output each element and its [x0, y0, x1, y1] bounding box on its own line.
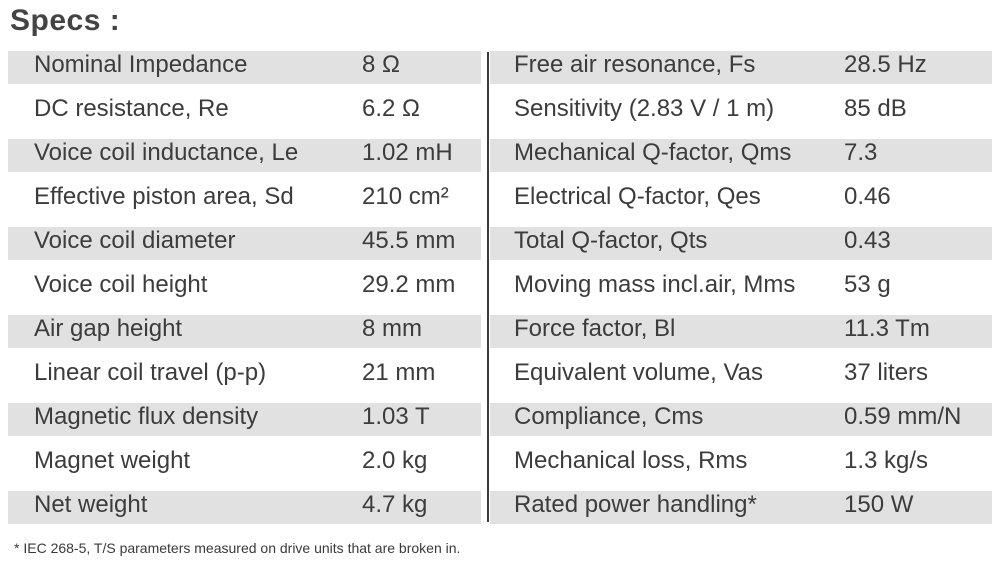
- table-row: [8, 486, 992, 530]
- spec-label: Magnetic flux density: [34, 403, 259, 430]
- spec-value: 8 mm: [362, 315, 422, 342]
- spec-value: 1.3 kg/s: [844, 447, 929, 474]
- spec-value: 150 W: [844, 491, 914, 518]
- spec-value: 45.5 mm: [362, 227, 456, 254]
- spec-label: Air gap height: [34, 315, 183, 342]
- spec-value: 4.7 kg: [362, 491, 428, 518]
- spec-value: 0.43: [844, 227, 891, 254]
- spec-label: Force factor, Bl: [514, 315, 676, 342]
- spec-label: Magnet weight: [34, 447, 191, 474]
- spec-label: Mechanical loss, Rms: [514, 447, 748, 474]
- spec-label: Free air resonance, Fs: [514, 51, 756, 78]
- spec-value: 37 liters: [844, 359, 929, 386]
- spec-label: Voice coil height: [34, 271, 208, 298]
- table-row: [8, 90, 992, 134]
- spec-value: 7.3: [844, 139, 878, 166]
- spec-value: 28.5 Hz: [844, 51, 927, 78]
- spec-value: 210 cm²: [362, 183, 449, 210]
- specs-table: [8, 46, 992, 530]
- spec-label: Moving mass incl.air, Mms: [514, 271, 796, 298]
- spec-label: Rated power handling*: [514, 491, 757, 518]
- spec-label: Total Q-factor, Qts: [514, 227, 708, 254]
- spec-label: Mechanical Q-factor, Qms: [514, 139, 792, 166]
- table-row: [8, 398, 992, 442]
- table-row: [8, 266, 992, 310]
- table-row: [8, 134, 992, 178]
- spec-label: Net weight: [34, 491, 148, 518]
- spec-label: Equivalent volume, Vas: [514, 359, 764, 386]
- specs-heading: Specs :: [10, 4, 121, 37]
- footnote: * IEC 268-5, T/S parameters measured on drive units that are broken in.: [14, 540, 461, 556]
- spec-label: Compliance, Cms: [514, 403, 704, 430]
- spec-label: Nominal Impedance: [34, 51, 248, 78]
- table-row: [8, 310, 992, 354]
- table-row: [8, 222, 992, 266]
- spec-label: Effective piston area, Sd: [34, 183, 294, 210]
- spec-value: 0.59 mm/N: [844, 403, 962, 430]
- spec-value: 2.0 kg: [362, 447, 428, 474]
- spec-value: 0.46: [844, 183, 891, 210]
- spec-value: 1.02 mH: [362, 139, 453, 166]
- table-row: [8, 178, 992, 222]
- column-divider: [487, 52, 489, 522]
- spec-label: Linear coil travel (p-p): [34, 359, 267, 386]
- spec-label: Voice coil diameter: [34, 227, 236, 254]
- spec-label: Sensitivity (2.83 V / 1 m): [514, 95, 775, 122]
- spec-value: 6.2 Ω: [362, 95, 420, 122]
- spec-value: 21 mm: [362, 359, 436, 386]
- spec-value: 11.3 Tm: [844, 315, 930, 342]
- spec-label: DC resistance, Re: [34, 95, 229, 122]
- table-row: [8, 442, 992, 486]
- spec-value: 53 g: [844, 271, 891, 298]
- spec-label: Voice coil inductance, Le: [34, 139, 299, 166]
- spec-value: 1.03 T: [362, 403, 430, 430]
- spec-value: 8 Ω: [362, 51, 400, 78]
- table-row: [8, 354, 992, 398]
- spec-value: 29.2 mm: [362, 271, 456, 298]
- spec-value: 85 dB: [844, 95, 907, 122]
- table-row: [8, 46, 992, 90]
- spec-label: Electrical Q-factor, Qes: [514, 183, 761, 210]
